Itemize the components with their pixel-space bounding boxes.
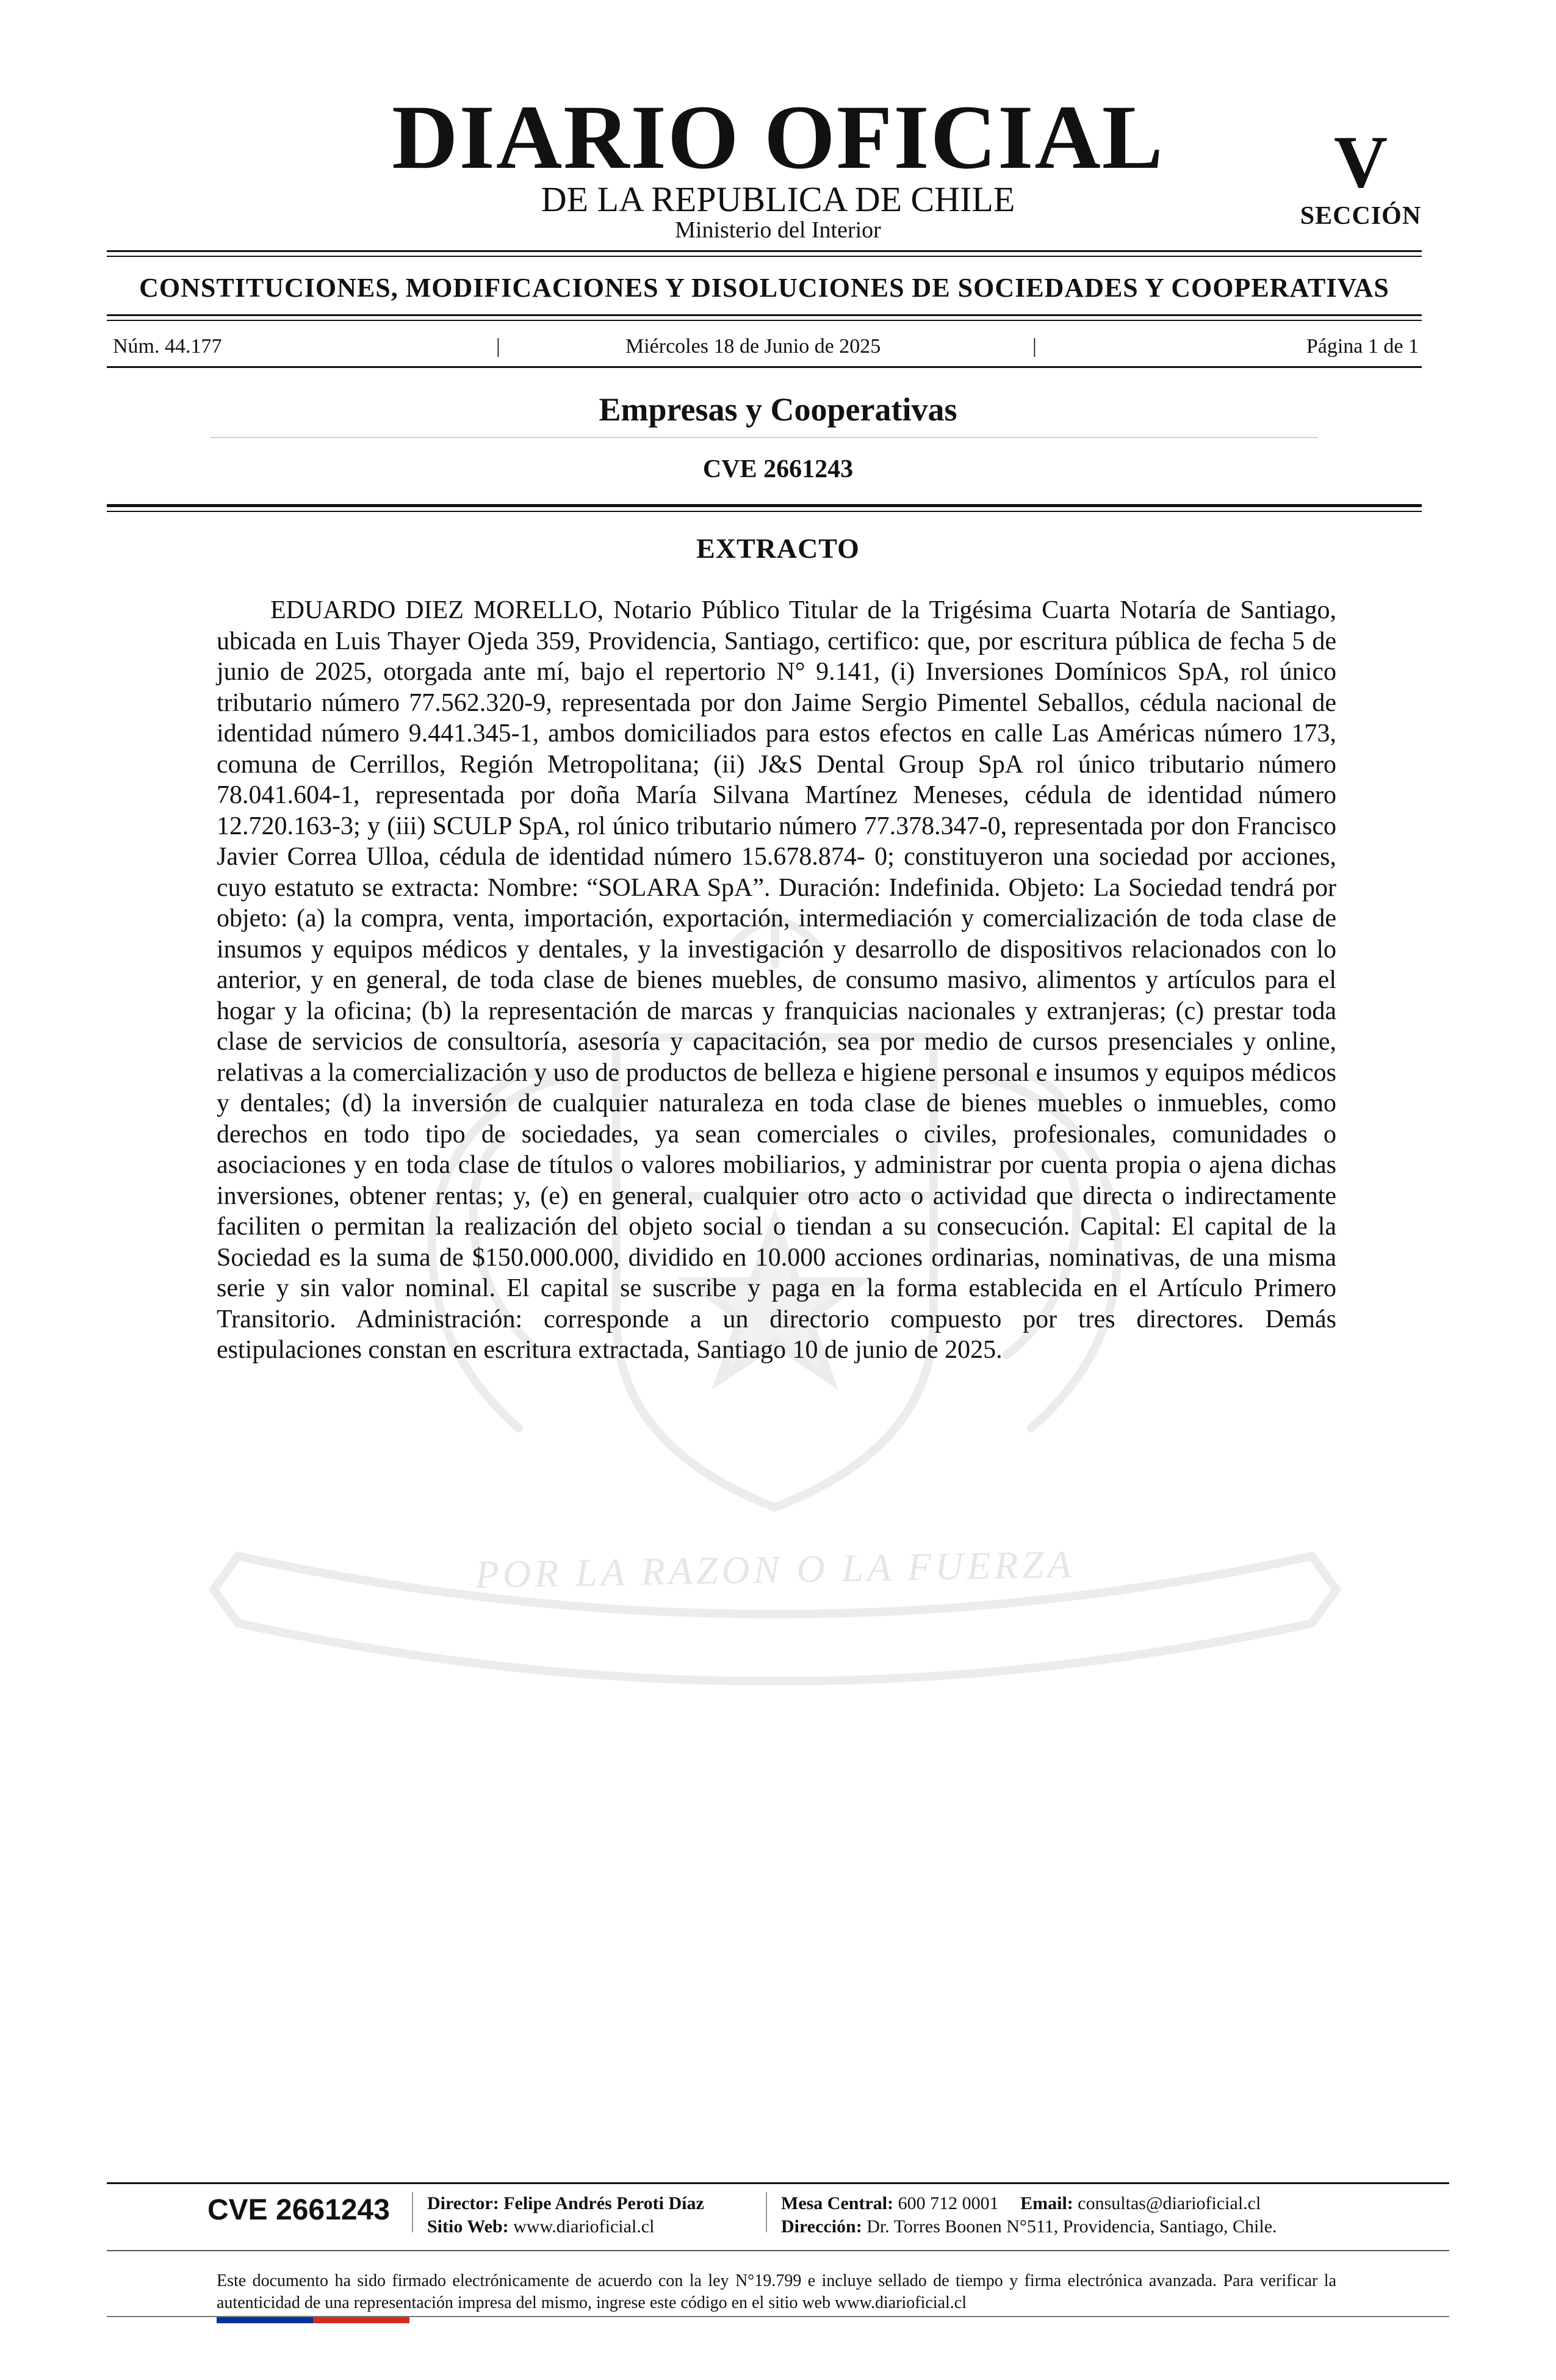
section-label: SECCIÓN — [1300, 202, 1422, 230]
ministry-label: Ministerio del Interior — [675, 217, 881, 243]
article-heading: EXTRACTO — [696, 533, 860, 564]
section-divider — [211, 437, 1318, 438]
issue-number: Núm. 44.177 — [113, 335, 222, 358]
footer-address — [781, 2215, 1277, 2238]
newspaper-title: DIARIO OFICIAL — [392, 87, 1164, 188]
header-divider — [107, 504, 1422, 507]
footer-separator — [766, 2192, 767, 2232]
meta-divider — [107, 366, 1422, 368]
website-link[interactable]: www.diarioficial.cl — [513, 2216, 655, 2237]
phone-label: Mesa Central: — [781, 2193, 894, 2213]
email-link[interactable]: consultas@diarioficial.cl — [1078, 2193, 1261, 2213]
footer-cve-code: CVE 2661243 — [207, 2194, 390, 2226]
footer-contact — [781, 2192, 1261, 2215]
issue-date: Miércoles 18 de Junio de 2025 — [625, 335, 881, 358]
meta-separator: | — [1032, 335, 1037, 358]
article-body: EDUARDO DIEZ MORELLO, Notario Público Titular de la Trigésima Cuarta Notaría de Santiago, ubicada en Luis Thayer Ojeda 359, Providencia, Santiago, certifico: que, por escritura pública de fecha 5 de junio de 2025, otorgada ante mí, bajo el repertorio N° 9.141, (i) Inversiones Domínicos SpA, rol único tributario número 77.562.320-9, representada por don Jaime Sergio Pimentel Seballos, cédula nacional de identidad número 9.441.345-1, ambos domiciliados para estos efectos en calle Las Américas número 173, comuna de Cerrillos, Región Metropolitana; (ii) J&S Dental Group SpA rol único tributario número 78.041.604-1, representada por doña María Silvana Martínez Meneses, cédula de identidad número 12.720.163-3; y (iii) SCULP SpA, rol único tributario número 77.378.347-0, representada por don Francisco Javier Correa Ulloa, cédula de identidad número 15.678.874- 0; constituyeron una sociedad por acciones, cuyo estatuto se extracta: Nombre: “SOLARA SpA”. Duración: Indefinida. Objeto: La Sociedad tendrá por objeto: (a) la compra, venta, importación, exportación, intermediación y comercialización de toda clase de insumos y equipos médicos y dentales, y la investigación y desarrollo de dispositivos relacionados con lo anterior, y en general, de toda clase de bienes muebles, de consumo masivo, alimentos y artículos para el hogar y la oficina; (b) la representación de marcas y franquicias nacionales y extranjeras; (c) prestar toda clase de servicios de consultoría, asesoría y capacitación, sea por medio de cursos presenciales y online, relativas a la comercialización y uso de productos de belleza e higiene personal e insumos y equipos médicos y dentales; (d) la inversión de cualquier naturaleza en toda clase de bienes muebles o inmuebles, como derechos en todo tipo de sociedades, ya sean comerciales o civiles, profesionales, comunidades o asociaciones y en toda clase de títulos o valores mobiliarios, y administrar por cuenta propia o ajena dichas inversiones, obtener rentas; y, (e) en general, cualquier otro acto o actividad que directa o indirectamente faciliten o permitan la realización del objeto social o tiendan a su consecución. Capital: El capital de la Sociedad es la suma de $150.000.000, dividido en 10.000 acciones ordinarias, nominativas, de una misma serie y sin valor nominal. El capital se suscribe y paga en la forma establecida en el Artículo Primero Transitorio. Administración: corresponde a un directorio compuesto por tres directores. Demás estipulaciones constan en escritura extractada, Santiago 10 de junio de 2025. — [217, 596, 1336, 1364]
watermark-motto: POR LA RAZON O LA FUERZA — [475, 1542, 1075, 1596]
masthead-divider-thin — [107, 256, 1422, 257]
footer-director — [427, 2192, 704, 2215]
issue-meta-row — [113, 334, 1419, 359]
director-label: Director: — [427, 2193, 499, 2213]
category-divider-thin — [107, 320, 1422, 321]
footer-separator — [412, 2192, 413, 2232]
masthead-divider — [107, 250, 1422, 252]
category-divider — [107, 314, 1422, 316]
newspaper-subtitle: DE LA REPUBLICA DE CHILE — [541, 179, 1015, 219]
flag-stripe-blue — [217, 2317, 313, 2323]
section-letter: V — [1333, 121, 1388, 203]
email-label: Email: — [1020, 2193, 1073, 2213]
address-label: Dirección: — [781, 2216, 862, 2237]
phone-number: 600 712 0001 — [898, 2193, 999, 2213]
header-divider-thin — [107, 511, 1422, 512]
section-title: Empresas y Cooperativas — [599, 391, 957, 428]
address-text: Dr. Torres Boonen N°511, Providencia, Santiago, Chile. — [866, 2216, 1277, 2237]
website-label: Sitio Web: — [427, 2216, 509, 2237]
footer-website — [427, 2215, 654, 2238]
flag-stripe-red — [313, 2317, 409, 2323]
director-name: Felipe Andrés Peroti Díaz — [503, 2193, 704, 2213]
signature-disclaimer: Este documento ha sido firmado electrónicamente de acuerdo con la ley N°19.799 e incluye sellado de tiempo y firma electrónica avanzada. Para verificar la autenticidad de una representación impresa del mismo, ingrese este código en el sitio web www.diarioficial.cl — [217, 2271, 1336, 2312]
page-count: Página 1 de 1 — [1306, 335, 1419, 358]
meta-separator: | — [496, 335, 500, 358]
footer-divider-thin — [107, 2250, 1449, 2251]
cve-code: CVE 2661243 — [702, 455, 854, 483]
footer-divider — [107, 2182, 1449, 2184]
category-title: CONSTITUCIONES, MODIFICACIONES Y DISOLUCIONES DE SOCIEDADES Y COOPERATIVAS — [139, 273, 1389, 303]
